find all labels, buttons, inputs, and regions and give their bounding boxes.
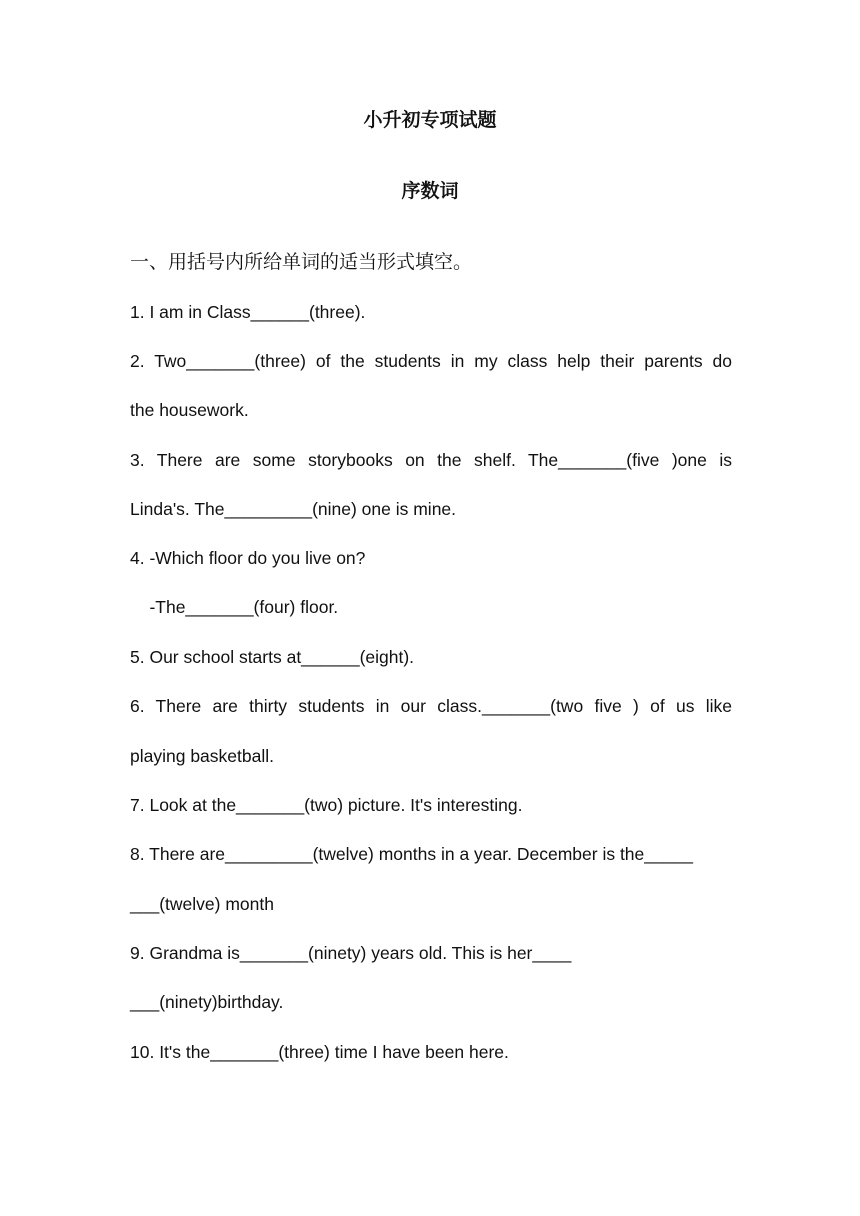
question-line-10: 10. It's the_______(three) time I have been here. [130,1042,509,1062]
question-line-7: 7. Look at the_______(two) picture. It's interesting. [130,795,523,815]
question-line-4: 4. -Which floor do you live on? [130,548,366,568]
question-line-6-cont: playing basketball. [130,746,274,766]
question-line-2-cont: the housework. [130,400,249,420]
question-line-2: 2. Two_______(three) of the students in my class help their parents do [130,351,732,371]
question-line-3: 3. There are some storybooks on the shelf. The_______(five )one is [130,450,732,470]
question-line-8: 8. There are_________(twelve) months in a year. December is the_____ [130,844,693,864]
question-line-9: 9. Grandma is_______(ninety) years old. This is her____ [130,943,572,963]
question-line-8-cont: ___(twelve) month [130,894,274,914]
question-line-3-cont: Linda's. The_________(nine) one is mine. [130,499,457,519]
section-heading: 一、用括号内所给单词的适当形式填空。 [130,251,473,273]
question-line-5: 5. Our school starts at______(eight). [130,647,415,667]
question-line-9-cont: ___(ninety)birthday. [130,992,284,1012]
question-line-4-answer: -The_______(four) floor. [130,597,339,617]
question-line-6: 6. There are thirty students in our class._______(two five ) of us like [130,696,732,716]
page-subtitle: 序数词 [401,180,459,202]
page-title: 小升初专项试题 [363,109,497,131]
question-line-1: 1. I am in Class______(three). [130,302,366,322]
